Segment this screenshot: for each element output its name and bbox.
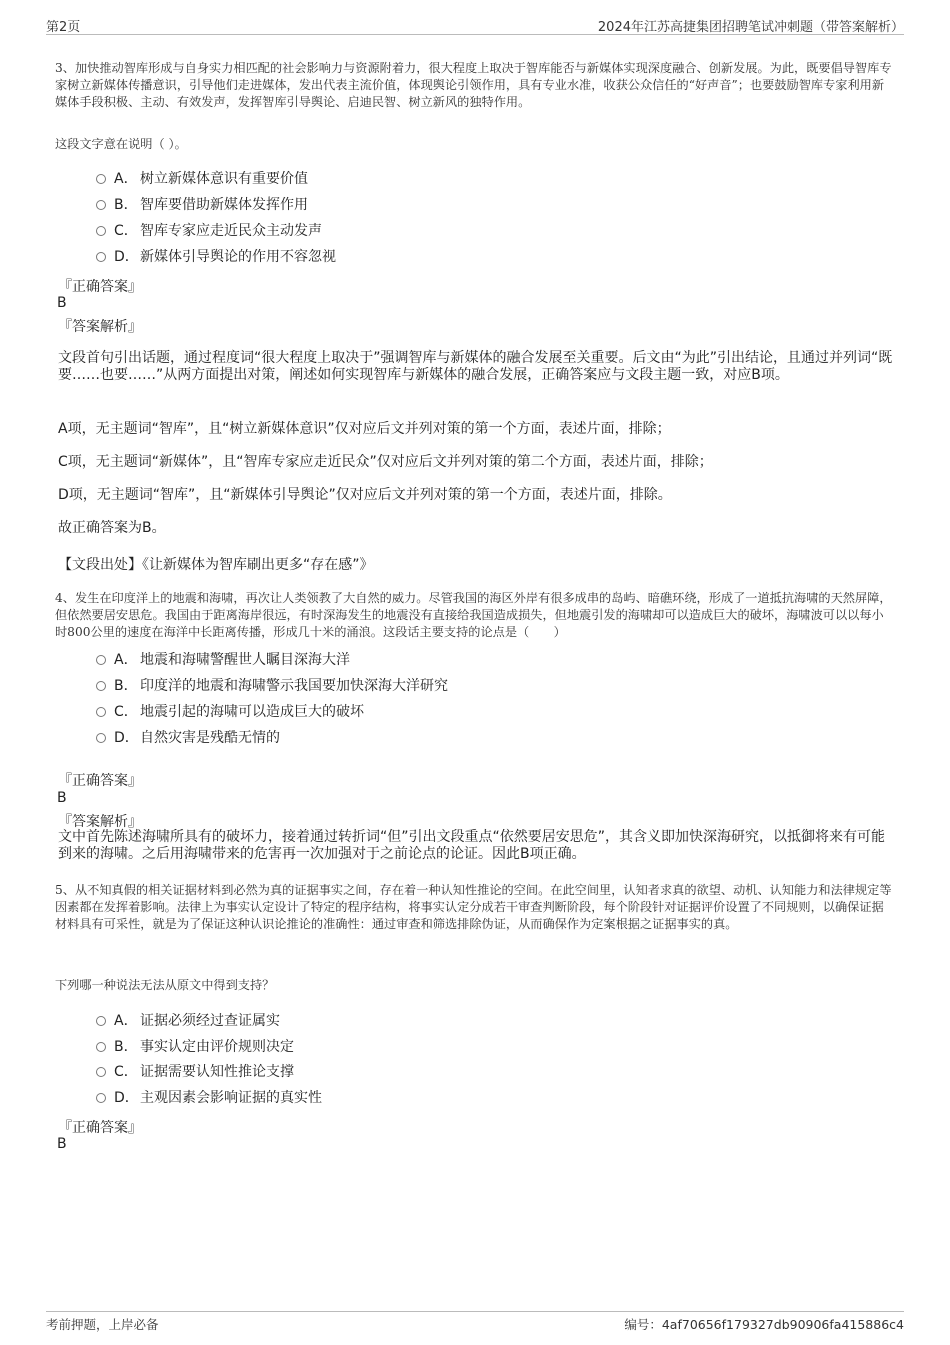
q5-correct-label: 『正确答案』 (58, 1120, 142, 1136)
q5-question: 下列哪一种说法无法从原文中得到支持？ (55, 978, 275, 992)
q4-answer: B (57, 790, 67, 806)
radio-icon[interactable] (96, 252, 106, 262)
q4-passage: 4、发生在印度洋上的地震和海啸，再次让人类领教了大自然的威力。尽管我国的海区外岸有很多成串的岛屿、暗礁环绕，形成了一道抵抗海啸的天然屏障，但依然要居安思危。我国由于距离海岸很远，有时深海发生的地震没有直接给我国造成损失，但地震引发的海啸却可以造成巨大的破坏，海啸波可以以每小时800公里的速度在海洋中长距离传播，形成几十米的涌浪。这段话主要支持的论点是（ ） (55, 591, 892, 639)
q5-option-b[interactable]: B． 事实认定由评价规则决定 (96, 1037, 294, 1057)
q5-option-c[interactable]: C． 证据需要认知性推论支撑 (96, 1062, 294, 1082)
q4-analysis-label: 『答案解析』 (58, 814, 142, 830)
q4-option-a[interactable]: A． 地震和海啸警醒世人瞩目深海大洋 (96, 650, 350, 670)
page-header (46, 14, 904, 35)
q5-option-d[interactable]: D．主观因素会影响证据的真实性 (96, 1088, 322, 1108)
page-footer (46, 1311, 904, 1334)
q3-option-c[interactable]: C． 智库专家应走近民众主动发声 (96, 221, 322, 241)
document-title: 2024年江苏高捷集团招聘笔试冲刺题（带答案解析） (597, 20, 904, 35)
q3-answer: B (57, 295, 67, 311)
q5-passage: 5、从不知真假的相关证据材料到必然为真的证据事实之间，存在着一种认知性推论的空间。在此空间里，认知者求真的欲望、动机、认知能力和法律规定等因素都在发挥着影响。法律上为事实认定设计了特定的程序结构，将事实认定分成若干审查判断阶段，每个阶段针对证据评价设置了不同规则，以确保证据材料具有可采性，就是为了保证这种认识论推论的准确性：通过审查和筛选排除伪证，从而确保作为定案根据之证据事实的真。 (55, 883, 892, 931)
q4-analysis: 文中首先陈述海啸所具有的破坏力，接着通过转折词“但”引出文段重点“依然要居安思危”，其含义即加快深海研究，以抵御将来有可能到来的海啸。之后用海啸带来的危害再一次加强对于之前论点的论证。因此B项正确。 (58, 829, 886, 862)
footer-slogan: 考前押题，上岸必备 (46, 1317, 159, 1332)
q5-option-a[interactable]: A． 证据必须经过查证属实 (96, 1011, 280, 1031)
q3-analysis-label: 『答案解析』 (58, 319, 142, 335)
q3-analysis-c: C项，无主题词“新媒体”，且“智库专家应走近民众”仅对应后文并列对策的第二个方面，表述片面，排除； (58, 454, 713, 470)
radio-icon[interactable] (96, 174, 106, 184)
q4-option-c[interactable]: C． 地震引起的海啸可以造成巨大的破坏 (96, 702, 364, 722)
q4-option-b[interactable]: B． 印度洋的地震和海啸警示我国要加快深海大洋研究 (96, 676, 448, 696)
radio-icon[interactable] (96, 1093, 106, 1103)
q3-analysis-main: 文段首句引出话题，通过程度词“很大程度上取决于”强调智库与新媒体的融合发展至关重要。后文由“为此”引出结论，且通过并列词“既要……也要……”从两方面提出对策，阐述如何实现智库与新媒体的融合发展，正确答案应与文段主题一致，对应B项。 (58, 350, 893, 383)
radio-icon[interactable] (96, 655, 106, 665)
q3-conclusion: 故正确答案为B。 (58, 520, 166, 536)
q4-correct-label: 『正确答案』 (58, 773, 142, 789)
radio-icon[interactable] (96, 226, 106, 236)
q3-question: 这段文字意在说明（ ）。 (55, 137, 187, 151)
page-number: 第2页 (46, 20, 81, 35)
radio-icon[interactable] (96, 1042, 106, 1052)
q3-correct-label: 『正确答案』 (58, 279, 142, 295)
radio-icon[interactable] (96, 1016, 106, 1026)
q3-source: 【文段出处】《让新媒体为智库刷出更多“存在感”》 (58, 557, 374, 573)
q3-option-a[interactable]: A． 树立新媒体意识有重要价值 (96, 169, 308, 189)
radio-icon[interactable] (96, 681, 106, 691)
q3-option-b[interactable]: B． 智库要借助新媒体发挥作用 (96, 195, 308, 215)
q3-passage: 3、加快推动智库形成与自身实力相匹配的社会影响力与资源附着力，很大程度上取决于智库能否与新媒体实现深度融合、创新发展。为此，既要倡导智库专家树立新媒体传播意识，引导他们走进媒体，发出代表主流价值，体现舆论引领作用，具有专业水准，收获公众信任的“好声音”；也要鼓励智库专家利用新媒体手段积极、主动、有效发声，发挥智库引导舆论、启迪民智、树立新风的独特作用。 (55, 61, 892, 109)
q5-answer: B (57, 1136, 67, 1152)
q3-analysis-a: A项，无主题词“智库”，且“树立新媒体意识”仅对应后文并列对策的第一个方面，表述片面，排除； (58, 421, 671, 437)
document-code: 编号：4af70656f179327db90906fa415886c4 (624, 1317, 904, 1332)
q4-option-d[interactable]: D．自然灾害是残酷无情的 (96, 728, 280, 748)
q3-analysis-d: D项，无主题词“智库”，且“新媒体引导舆论”仅对应后文并列对策的第一个方面，表述片面，排除。 (58, 487, 672, 503)
radio-icon[interactable] (96, 200, 106, 210)
radio-icon[interactable] (96, 1067, 106, 1077)
q3-option-d[interactable]: D．新媒体引导舆论的作用不容忽视 (96, 247, 336, 267)
radio-icon[interactable] (96, 707, 106, 717)
radio-icon[interactable] (96, 733, 106, 743)
